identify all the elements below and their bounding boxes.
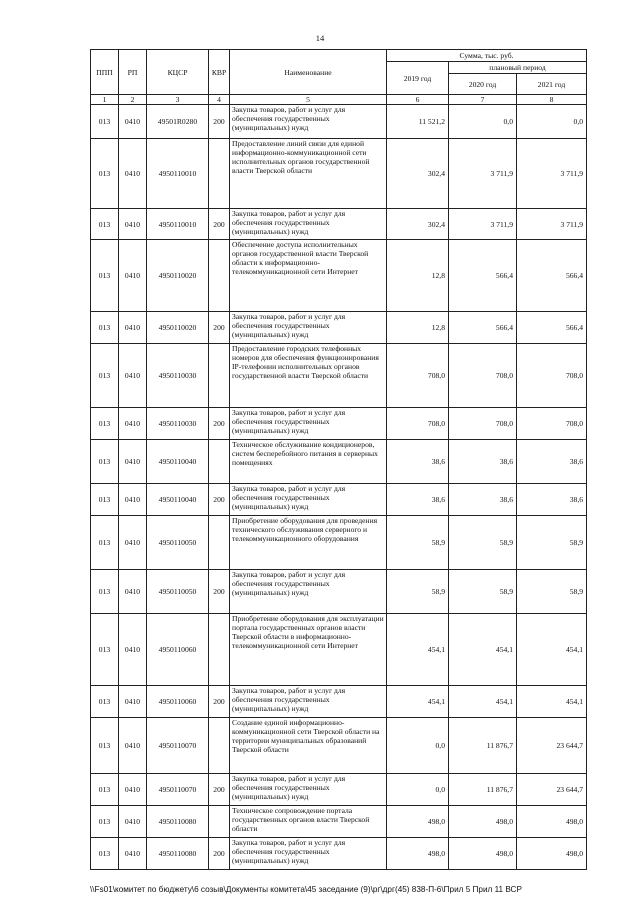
cell-rp: 0410	[119, 105, 147, 139]
cell-2019: 302,4	[387, 209, 449, 240]
header-plan-period: плановый период	[449, 62, 587, 74]
cell-kcsr: 4950110070	[147, 718, 209, 774]
cell-rp: 0410	[119, 806, 147, 838]
cell-kcsr: 4950110050	[147, 516, 209, 570]
cell-2021: 38,6	[517, 440, 587, 484]
colnum-2: 2	[119, 95, 147, 105]
cell-kcsr: 4950110020	[147, 240, 209, 312]
table-row	[91, 139, 587, 209]
table-row	[91, 408, 587, 440]
cell-name: Предоставление городских телефонных номеров для обеспечения функционирования IP-телефонии исполнительных органов государственной власти Тверской области	[230, 344, 387, 408]
cell-kcsr: 4950110010	[147, 209, 209, 240]
cell-rp: 0410	[119, 240, 147, 312]
cell-2021: 58,9	[517, 570, 587, 614]
cell-name: Закупка товаров, работ и услуг для обеспечения государственных (муниципальных) нужд	[230, 838, 387, 870]
cell-kcsr: 4950110060	[147, 614, 209, 686]
colnum-8: 8	[517, 95, 587, 105]
cell-name: Предоставление линий связи для единой информационно-коммуникационной сети исполнительных органов государственной власти Тверской области	[230, 139, 387, 209]
cell-ppp: 013	[91, 209, 119, 240]
cell-rp: 0410	[119, 484, 147, 516]
cell-2019: 12,8	[387, 240, 449, 312]
table-row	[91, 806, 587, 838]
cell-kvr: 200	[209, 686, 230, 718]
colnum-4: 4	[209, 95, 230, 105]
cell-kvr	[209, 806, 230, 838]
cell-name: Закупка товаров, работ и услуг для обеспечения государственных (муниципальных) нужд	[230, 570, 387, 614]
cell-kvr	[209, 240, 230, 312]
table-row	[91, 440, 587, 484]
cell-2020: 454,1	[449, 614, 517, 686]
cell-2020: 58,9	[449, 570, 517, 614]
cell-2021: 566,4	[517, 240, 587, 312]
table-row	[91, 718, 587, 774]
cell-name: Техническое обслуживание кондиционеров, систем бесперебойного питания в серверных помещениях	[230, 440, 387, 484]
cell-name: Техническое сопровождение портала государственных органов власти Тверской области	[230, 806, 387, 838]
cell-ppp: 013	[91, 806, 119, 838]
cell-rp: 0410	[119, 718, 147, 774]
table-row	[91, 686, 587, 718]
cell-rp: 0410	[119, 139, 147, 209]
cell-2020: 566,4	[449, 240, 517, 312]
cell-ppp: 013	[91, 516, 119, 570]
cell-2021: 454,1	[517, 614, 587, 686]
cell-name: Обеспечение доступа исполнительных органов государственной власти Тверской области к информационно-телекоммуникационной сети Интернет	[230, 240, 387, 312]
cell-kcsr: 4950110030	[147, 344, 209, 408]
colnum-1: 1	[91, 95, 119, 105]
cell-kcsr: 4950110040	[147, 440, 209, 484]
cell-name: Закупка товаров, работ и услуг для обеспечения государственных (муниципальных) нужд	[230, 105, 387, 139]
cell-kvr	[209, 139, 230, 209]
cell-2020: 38,6	[449, 484, 517, 516]
header-rp: РП	[119, 50, 147, 95]
header-name: Наименование	[230, 50, 387, 95]
cell-name: Закупка товаров, работ и услуг для обеспечения государственных (муниципальных) нужд	[230, 312, 387, 344]
budget-table	[90, 49, 587, 870]
cell-2021: 38,6	[517, 484, 587, 516]
cell-2019: 0,0	[387, 774, 449, 806]
cell-name: Закупка товаров, работ и услуг для обеспечения государственных (муниципальных) нужд	[230, 209, 387, 240]
cell-ppp: 013	[91, 105, 119, 139]
cell-kvr	[209, 516, 230, 570]
header-ppp: ППП	[91, 50, 119, 95]
cell-ppp: 013	[91, 718, 119, 774]
cell-2019: 454,1	[387, 686, 449, 718]
table-row	[91, 484, 587, 516]
footer-path: \\Fs01\комитет по бюджету\6 созыв\Документы комитета\45 заседание (9)\рг\дрг(45) 838-П-6\Прил 5 Прил 11 ВСР	[90, 885, 522, 894]
colnum-6: 6	[387, 95, 449, 105]
table-row	[91, 516, 587, 570]
cell-ppp: 013	[91, 774, 119, 806]
cell-kvr: 200	[209, 484, 230, 516]
cell-ppp: 013	[91, 838, 119, 870]
cell-2021: 3 711,9	[517, 209, 587, 240]
table-row	[91, 105, 587, 139]
cell-ppp: 013	[91, 312, 119, 344]
cell-2021: 498,0	[517, 806, 587, 838]
header-kvr: КВР	[209, 50, 230, 95]
cell-name: Создание единой информационно-коммуникационной сети Тверской области на территории муниципальных образований Тверской области	[230, 718, 387, 774]
cell-2020: 454,1	[449, 686, 517, 718]
cell-2021: 708,0	[517, 408, 587, 440]
cell-2019: 498,0	[387, 806, 449, 838]
cell-rp: 0410	[119, 408, 147, 440]
table-row	[91, 570, 587, 614]
cell-2021: 23 644,7	[517, 774, 587, 806]
cell-ppp: 013	[91, 408, 119, 440]
colnum-5: 5	[230, 95, 387, 105]
cell-kvr	[209, 440, 230, 484]
cell-rp: 0410	[119, 312, 147, 344]
cell-rp: 0410	[119, 440, 147, 484]
cell-kvr: 200	[209, 209, 230, 240]
cell-kcsr: 4950110040	[147, 484, 209, 516]
cell-kvr: 200	[209, 105, 230, 139]
cell-kvr: 200	[209, 312, 230, 344]
header-kcsr: КЦСР	[147, 50, 209, 95]
cell-2020: 498,0	[449, 838, 517, 870]
cell-ppp: 013	[91, 614, 119, 686]
cell-rp: 0410	[119, 774, 147, 806]
cell-rp: 0410	[119, 838, 147, 870]
cell-2020: 3 711,9	[449, 209, 517, 240]
table-row	[91, 312, 587, 344]
cell-2021: 454,1	[517, 686, 587, 718]
cell-2020: 58,9	[449, 516, 517, 570]
cell-rp: 0410	[119, 686, 147, 718]
cell-2021: 0,0	[517, 105, 587, 139]
colnum-3: 3	[147, 95, 209, 105]
cell-2020: 3 711,9	[449, 139, 517, 209]
cell-kcsr: 49501R0280	[147, 105, 209, 139]
cell-2019: 58,9	[387, 516, 449, 570]
table-row	[91, 838, 587, 870]
cell-kvr	[209, 614, 230, 686]
cell-ppp: 013	[91, 139, 119, 209]
header-sum: Сумма, тыс. руб.	[387, 50, 587, 62]
cell-kvr: 200	[209, 774, 230, 806]
cell-2021: 58,9	[517, 516, 587, 570]
cell-ppp: 013	[91, 240, 119, 312]
cell-2019: 708,0	[387, 408, 449, 440]
cell-ppp: 013	[91, 686, 119, 718]
cell-name: Закупка товаров, работ и услуг для обеспечения государственных (муниципальных) нужд	[230, 686, 387, 718]
table-row	[91, 209, 587, 240]
cell-2020: 708,0	[449, 344, 517, 408]
cell-2021: 3 711,9	[517, 139, 587, 209]
cell-kcsr: 4950110030	[147, 408, 209, 440]
cell-name: Приобретение оборудования для эксплуатации портала государственных органов власти Тверской области в информационно-телекоммуникационной сети Интернет	[230, 614, 387, 686]
cell-2021: 23 644,7	[517, 718, 587, 774]
colnum-7: 7	[449, 95, 517, 105]
table-row	[91, 774, 587, 806]
cell-ppp: 013	[91, 344, 119, 408]
cell-2020: 498,0	[449, 806, 517, 838]
cell-2019: 58,9	[387, 570, 449, 614]
cell-ppp: 013	[91, 484, 119, 516]
cell-rp: 0410	[119, 570, 147, 614]
cell-rp: 0410	[119, 516, 147, 570]
cell-rp: 0410	[119, 614, 147, 686]
cell-name: Закупка товаров, работ и услуг для обеспечения государственных (муниципальных) нужд	[230, 408, 387, 440]
cell-kcsr: 4950110070	[147, 774, 209, 806]
cell-kvr: 200	[209, 570, 230, 614]
cell-2019: 11 521,2	[387, 105, 449, 139]
table-row	[91, 614, 587, 686]
cell-name: Закупка товаров, работ и услуг для обеспечения государственных (муниципальных) нужд	[230, 484, 387, 516]
cell-kcsr: 4950110060	[147, 686, 209, 718]
header-2020: 2020 год	[449, 74, 517, 95]
cell-2020: 708,0	[449, 408, 517, 440]
cell-ppp: 013	[91, 570, 119, 614]
table-row	[91, 240, 587, 312]
cell-rp: 0410	[119, 209, 147, 240]
cell-2019: 708,0	[387, 344, 449, 408]
cell-rp: 0410	[119, 344, 147, 408]
cell-2019: 38,6	[387, 484, 449, 516]
cell-2019: 302,4	[387, 139, 449, 209]
cell-kvr	[209, 718, 230, 774]
cell-name: Закупка товаров, работ и услуг для обеспечения государственных (муниципальных) нужд	[230, 774, 387, 806]
cell-kcsr: 4950110020	[147, 312, 209, 344]
cell-kvr	[209, 344, 230, 408]
cell-name: Приобретение оборудования для проведения технического обслуживания серверного и телекоммуникационного оборудования	[230, 516, 387, 570]
cell-2020: 11 876,7	[449, 774, 517, 806]
header-2021: 2021 год	[517, 74, 587, 95]
cell-2020: 38,6	[449, 440, 517, 484]
cell-2021: 566,4	[517, 312, 587, 344]
cell-2019: 38,6	[387, 440, 449, 484]
cell-kcsr: 4950110080	[147, 838, 209, 870]
table-row	[91, 344, 587, 408]
cell-kcsr: 4950110010	[147, 139, 209, 209]
cell-kvr: 200	[209, 838, 230, 870]
cell-2020: 0,0	[449, 105, 517, 139]
cell-2021: 708,0	[517, 344, 587, 408]
page-number: 14	[315, 33, 325, 43]
cell-ppp: 013	[91, 440, 119, 484]
cell-kcsr: 4950110050	[147, 570, 209, 614]
cell-2020: 566,4	[449, 312, 517, 344]
cell-2020: 11 876,7	[449, 718, 517, 774]
cell-kvr: 200	[209, 408, 230, 440]
cell-2019: 454,1	[387, 614, 449, 686]
cell-2021: 498,0	[517, 838, 587, 870]
header-2019: 2019 год	[387, 62, 449, 95]
cell-2019: 0,0	[387, 718, 449, 774]
cell-2019: 498,0	[387, 838, 449, 870]
cell-kcsr: 4950110080	[147, 806, 209, 838]
cell-2019: 12,8	[387, 312, 449, 344]
